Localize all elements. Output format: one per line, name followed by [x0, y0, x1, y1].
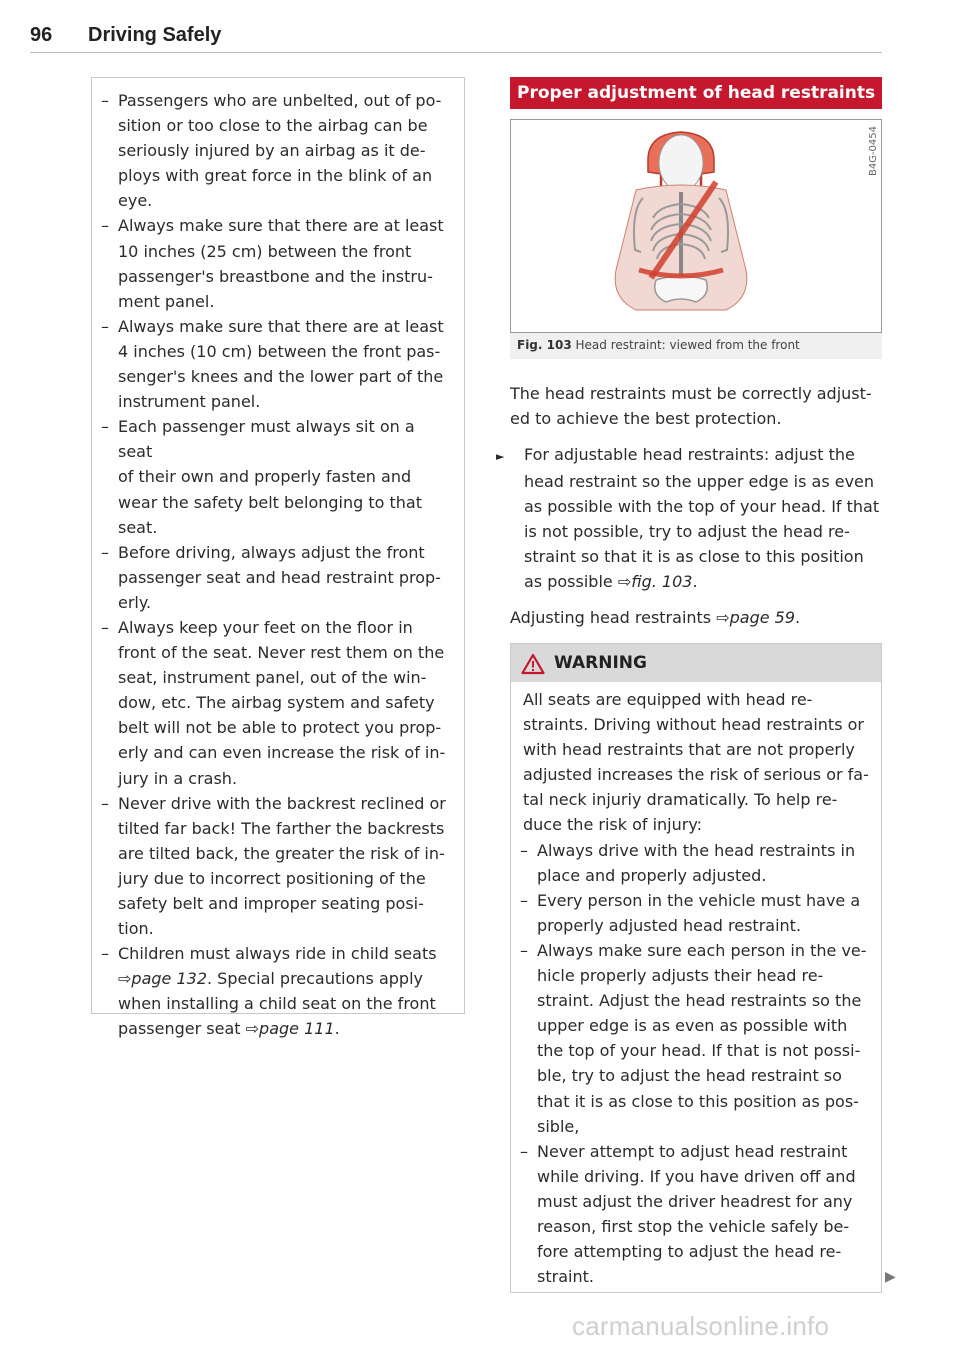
list-item: – Each passenger must always sit on a seat of their own and properly fasten and wear the safety belt belonging to that seat. [101, 417, 422, 537]
list-item: – Passengers who are unbelted, out of po- sition or too close to the airbag can be seriously injured by an airbag as it de- ploys with great force in the blink of an eye. [101, 91, 442, 211]
page-number: 96 [30, 24, 53, 46]
warning-header [511, 644, 881, 682]
warning-triangle-icon [521, 653, 545, 675]
list-item: – Before driving, always adjust the front passenger seat and head restraint prop- erly. [101, 542, 441, 612]
page-link[interactable]: ⇨page 111 [245, 1019, 335, 1039]
figure-caption: Fig. 103 Head restraint: viewed from the front [517, 338, 800, 352]
warning-list [511, 838, 881, 1290]
instruction-step: ► For adjustable head restraints: adjust the head restraint so the upper edge is as even as possible with the top of your head. If that is not possible, try to adjust the head re- straint so that it is as close to this position as possible ⇨fig. 103. [496, 445, 880, 591]
figure-103 [510, 119, 882, 359]
list-item: – Never attempt to adjust head restraint while driving. If you have driven off and must adjust the driver headrest for any reason, first stop the vehicle safely be- fore attempting to adjust the head re- straint. [520, 1141, 856, 1287]
list-item: – Always make sure that there are at least 4 inches (10 cm) between the front pas- senger's knees and the lower part of the instrument panel. [101, 316, 444, 412]
list-item: – Children must always ride in child seats ⇨page 132. Special precautions apply when installing a child seat on the front passenger seat ⇨page 111. [101, 944, 437, 1039]
list-item: – Always make sure that there are at least 10 inches (25 cm) between the front passenger's breastbone and the instru- ment panel. [101, 216, 444, 311]
warning-title: WARNING [554, 653, 647, 673]
list-item: – Every person in the vehicle must have a properly adjusted head restraint. [520, 890, 861, 935]
intro-paragraph: The head restraints must be correctly adjust- ed to achieve the best protection. [510, 384, 872, 428]
figure-code: B4G-0454 [868, 126, 879, 177]
page-link[interactable]: ⇨page 132 [118, 969, 207, 989]
list-item: – Never drive with the backrest reclined or tilted far back! The farther the backrests are tilted back, the greater the risk of in- jury due to incorrect positioning of the safety belt and improper seating posi- tion. [101, 793, 446, 939]
head-restraint-illustration [510, 119, 882, 333]
airbag-warning-box [91, 77, 465, 1039]
next-page-arrow-icon: ▶ [885, 1269, 896, 1285]
warning-intro: All seats are equipped with head re- straints. Driving without head restraints or with head restraints that are not properly adjusted increases the risk of serious or fa- tal neck injuriy dramatically. To help re- duce the risk of injury: [523, 690, 869, 835]
page-header [30, 22, 882, 53]
list-item: – Always keep your feet on the floor in front of the seat. Never rest them on the seat, instrument panel, out of the win- dow, etc. The airbag system and safety belt will not be able to protect you prop- erly and can even increase the risk of in- jury in a crash. [101, 617, 446, 788]
watermark: carmanualsonline.info [572, 1311, 830, 1341]
step-arrow-icon: ► [496, 450, 505, 463]
section-title: Driving Safely [88, 24, 222, 46]
list-item: – Always drive with the head restraints in place and properly adjusted. [520, 840, 856, 885]
adjusting-reference: Adjusting head restraints ⇨page 59. [510, 608, 801, 627]
page-link[interactable]: ⇨page 59 [716, 608, 796, 627]
list-item: – Always make sure each person in the ve- hicle properly adjusts their head re- straint. Adjust the head restraints so the upper edge is as even as possible with the top of your head. If that is not possi- ble, try to adjust the head restraint so that it is as close to this position as pos- sible, [520, 940, 867, 1136]
section-heading: Proper adjustment of head restraints [510, 77, 882, 109]
airbag-warning-list [92, 78, 464, 941]
head-restraint-warning-box [510, 643, 882, 1293]
figure-link[interactable]: ⇨fig. 103 [617, 572, 693, 591]
